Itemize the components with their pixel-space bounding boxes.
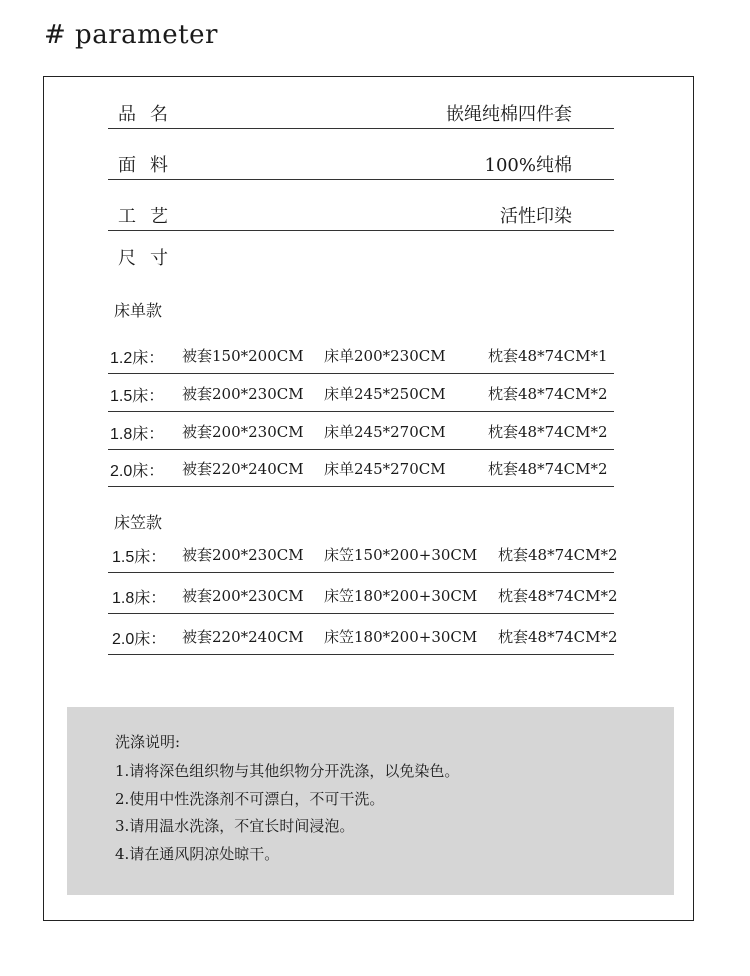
field-label: 品名: [118, 104, 182, 125]
field-material: [108, 151, 614, 180]
bed-size: 2.0床：: [112, 631, 167, 648]
field-label: 工艺: [118, 206, 182, 227]
sheet-size: 床单245*270CM: [324, 460, 446, 478]
sheet-size: 床笠150*200+30CM: [324, 546, 478, 564]
pillow-size: 枕套48*74CM*2: [488, 460, 608, 478]
bed-size: 1.5床：: [112, 549, 167, 566]
field-product-name: [108, 100, 614, 129]
duvet-size: 被套150*200CM: [182, 347, 304, 365]
table-row: [108, 579, 618, 614]
table-row: [108, 538, 618, 573]
bed-size: 1.8床：: [110, 426, 165, 443]
sheet-size: 床单245*270CM: [324, 423, 446, 441]
pillow-size: 枕套48*74CM*2: [488, 385, 608, 403]
size-label: 尺寸: [118, 248, 182, 269]
bed-size: 1.2床：: [110, 350, 165, 367]
table-row: [108, 415, 614, 450]
table-row: [108, 339, 614, 374]
sheet-size: 床笠180*200+30CM: [324, 587, 478, 605]
pillow-size: 枕套48*74CM*2: [498, 587, 618, 605]
washing-title: 洗涤说明:: [115, 733, 181, 751]
bed-size: 1.8床：: [112, 590, 167, 607]
washing-item: 1.请将深色组织物与其他织物分开洗涤，以免染色。: [115, 762, 460, 780]
page-heading: # parameter: [44, 20, 218, 50]
washing-item: 4.请在通风阴凉处晾干。: [115, 845, 280, 863]
duvet-size: 被套200*230CM: [182, 423, 304, 441]
pillow-size: 枕套48*74CM*2: [498, 546, 618, 564]
washing-item: 2.使用中性洗涤剂不可漂白，不可干洗。: [115, 790, 385, 808]
bed-size: 1.5床：: [110, 388, 165, 405]
field-value: 100%纯棉: [484, 155, 572, 176]
duvet-size: 被套220*240CM: [182, 628, 304, 646]
duvet-size: 被套220*240CM: [182, 460, 304, 478]
washing-item: 3.请用温水洗涤，不宜长时间浸泡。: [115, 817, 355, 835]
sheet-size: 床单245*250CM: [324, 385, 446, 403]
pillow-size: 枕套48*74CM*2: [498, 628, 618, 646]
table-row: [108, 452, 614, 487]
sheet-size: 床笠180*200+30CM: [324, 628, 478, 646]
field-value: 活性印染: [500, 206, 572, 227]
field-value: 嵌绳纯棉四件套: [446, 104, 572, 125]
field-label: 面料: [118, 155, 182, 176]
washing-instructions: [67, 707, 674, 895]
duvet-size: 被套200*230CM: [182, 587, 304, 605]
pillow-size: 枕套48*74CM*1: [488, 347, 608, 365]
table-row: [108, 377, 614, 412]
sheet-size: 床单200*230CM: [324, 347, 446, 365]
duvet-size: 被套200*230CM: [182, 546, 304, 564]
fitted-sheet-title: 床笠款: [114, 513, 163, 532]
duvet-size: 被套200*230CM: [182, 385, 304, 403]
field-craft: [108, 202, 614, 231]
table-row: [108, 620, 618, 655]
bed-size: 2.0床：: [110, 463, 165, 480]
pillow-size: 枕套48*74CM*2: [488, 423, 608, 441]
flat-sheet-title: 床单款: [114, 301, 163, 320]
